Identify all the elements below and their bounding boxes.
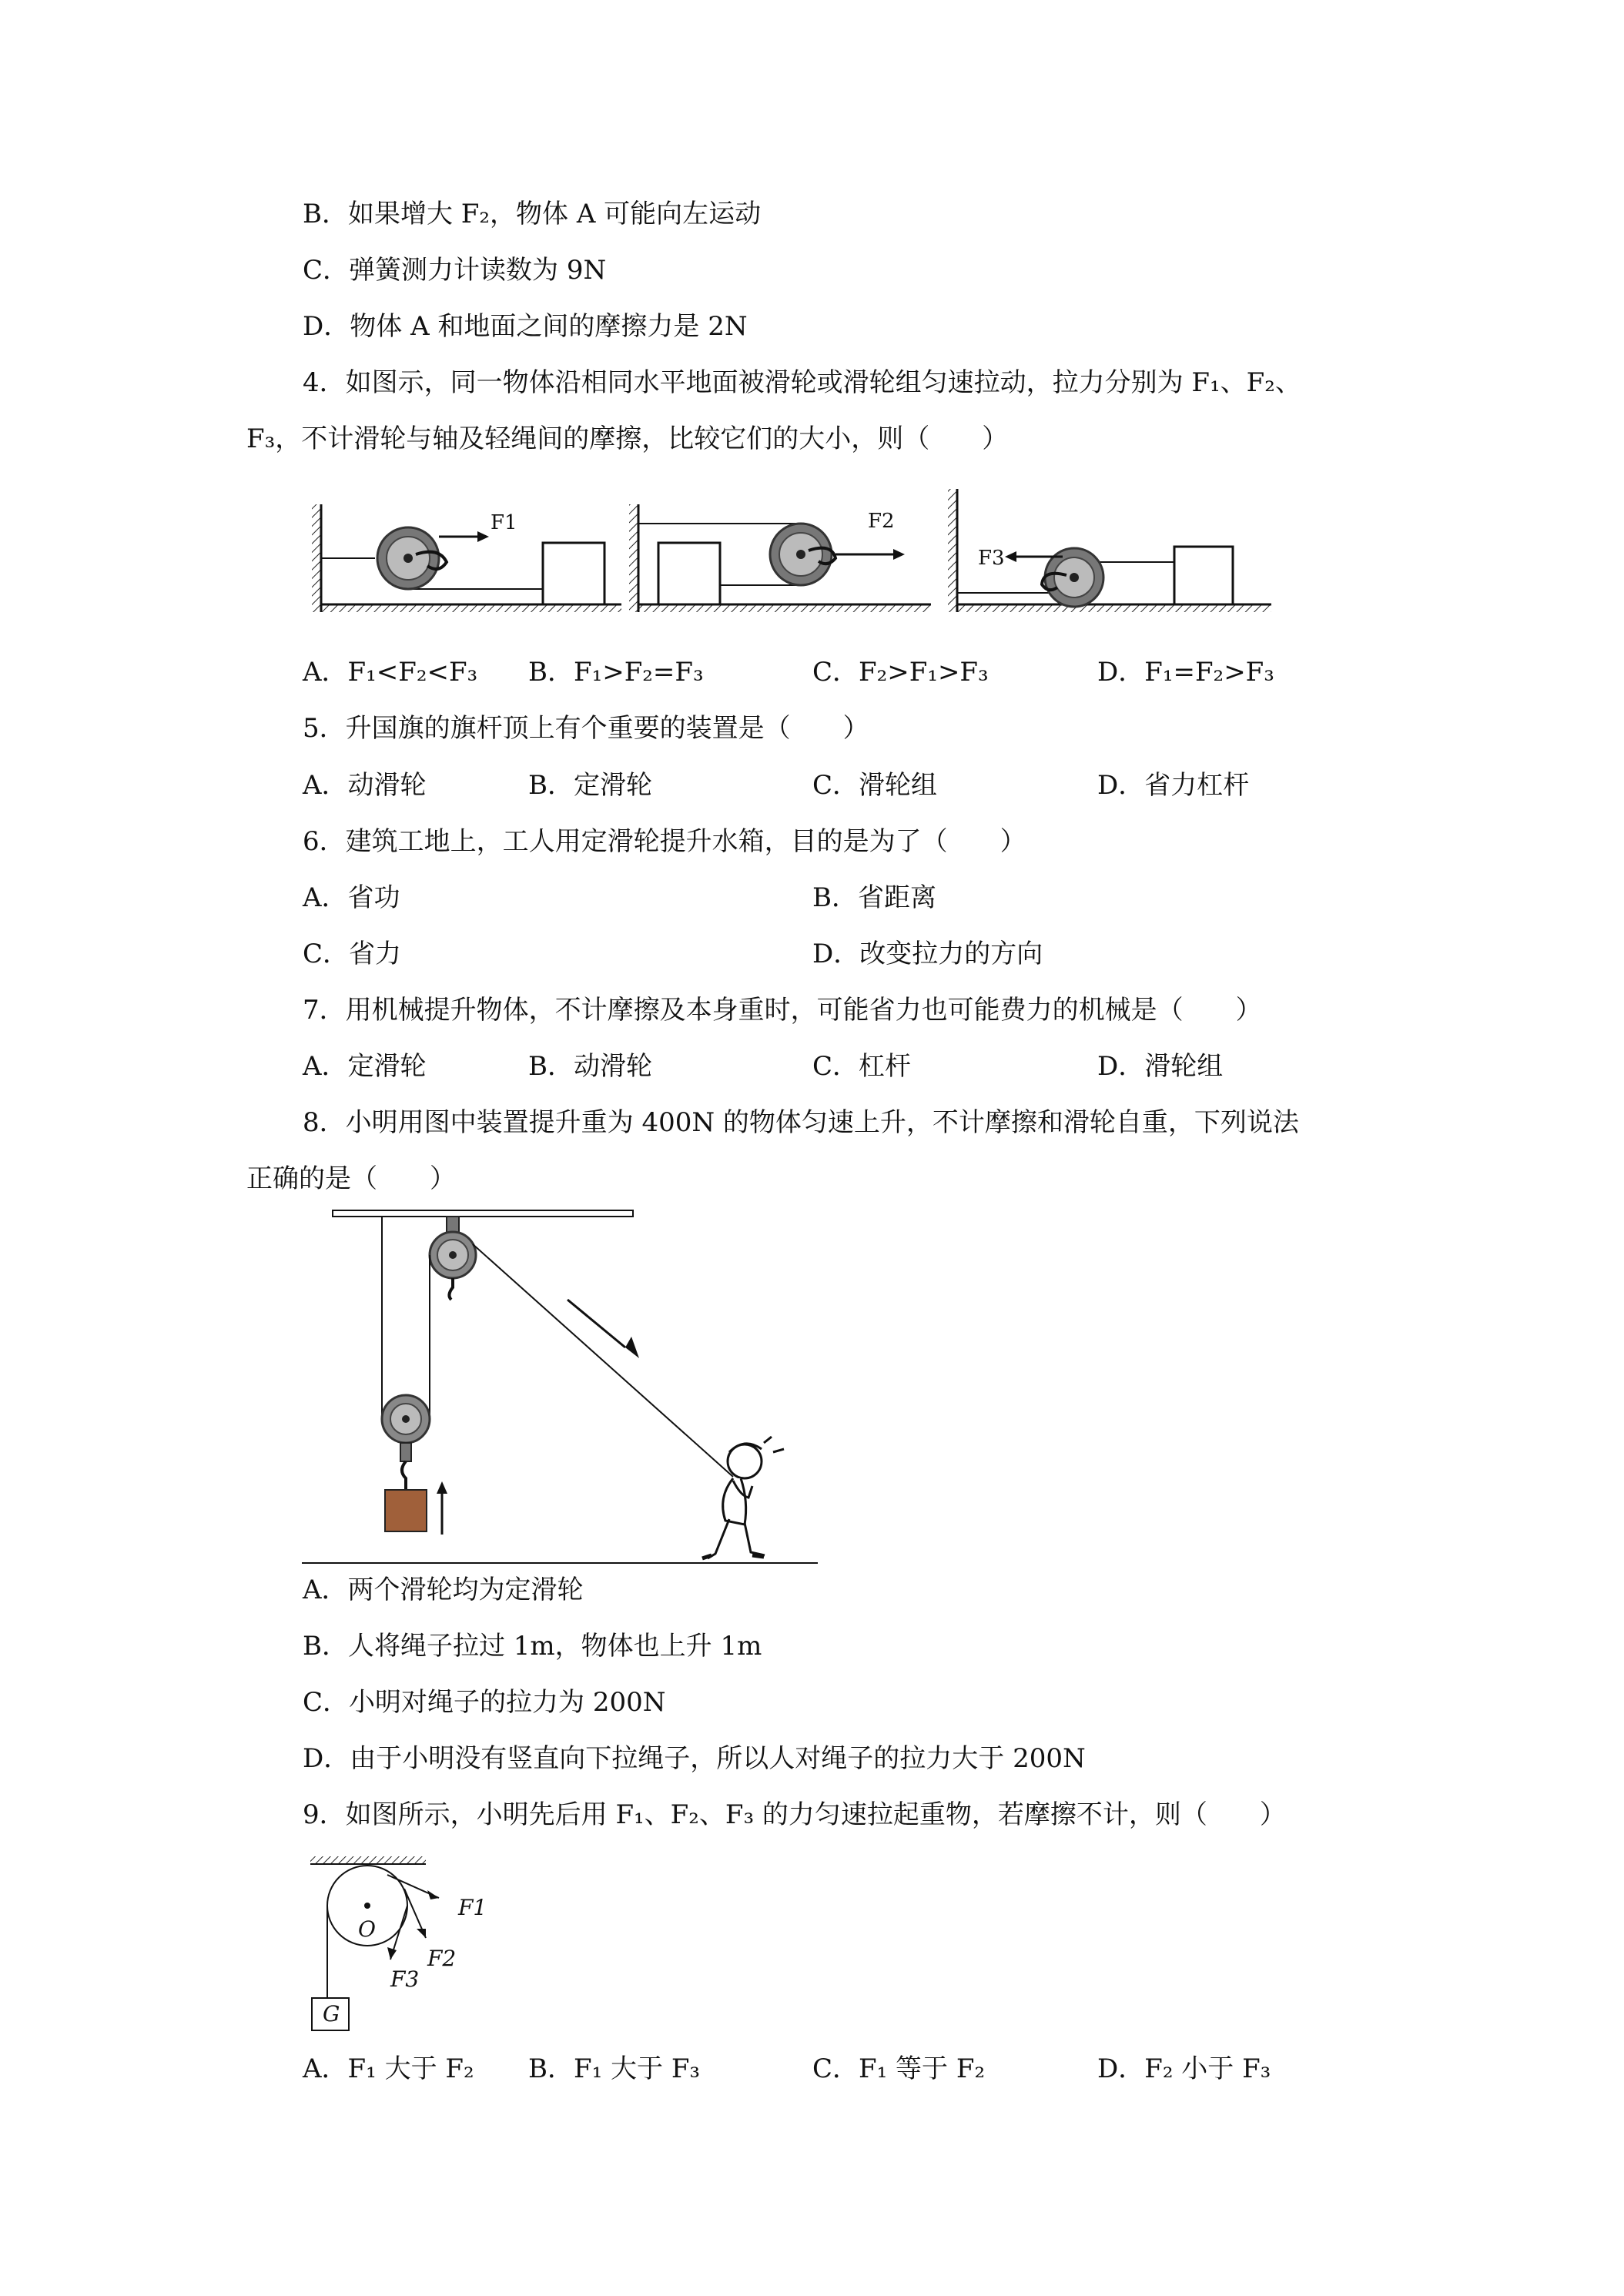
q9-label-g: G: [323, 2001, 340, 2027]
q5-option-a: A．动滑轮: [303, 770, 427, 801]
q8-stem-line1: 8．小明用图中装置提升重为 400N 的物体匀速上升，不计摩擦和滑轮自重，下列说法: [303, 1107, 1299, 1138]
q6-option-c: C．省力: [303, 939, 402, 969]
q4-panel-3: [948, 489, 1271, 612]
q9-option-a: A．F₁ 大于 F₂: [303, 2053, 474, 2084]
q9-label-o: O: [358, 1916, 376, 1942]
q8-option-b: B．人将绳子拉过 1m，物体也上升 1m: [303, 1631, 762, 1662]
q7-stem: 7．用机械提升物体，不计摩擦及本身重时，可能省力也可能费力的机械是（ ）: [303, 995, 1262, 1026]
q9-option-c: C．F₁ 等于 F₂: [812, 2053, 986, 2084]
q7-option-d: D．滑轮组: [1097, 1051, 1224, 1082]
q9-option-d: D．F₂ 小于 F₃: [1097, 2053, 1271, 2084]
q4-option-d: D．F₁=F₂>F₃: [1097, 657, 1274, 688]
q4-option-c: C．F₂>F₁>F₃: [812, 657, 989, 688]
q4-label-f1: F1: [491, 511, 517, 534]
q4-label-f3: F3: [978, 547, 1005, 570]
q9-label-f3: F3: [390, 1966, 420, 1992]
q3-option-d: D．物体 A 和地面之间的摩擦力是 2N: [303, 311, 748, 342]
q8-option-d: D．由于小明没有竖直向下拉绳子，所以人对绳子的拉力大于 200N: [303, 1743, 1086, 1774]
q9-stem: 9．如图所示，小明先后用 F₁、F₂、F₃ 的力匀速拉起重物，若摩擦不计，则（ ）: [303, 1799, 1286, 1830]
q4-label-f2: F2: [868, 510, 895, 533]
q7-option-a: A．定滑轮: [303, 1051, 427, 1082]
q5-stem: 5．升国旗的旗杆顶上有个重要的装置是（ ）: [303, 713, 869, 744]
q4-figure: [304, 481, 1274, 620]
q8-option-c: C．小明对绳子的拉力为 200N: [303, 1687, 666, 1718]
q5-option-d: D．省力杠杆: [1097, 770, 1250, 801]
q6-option-a: A．省功: [303, 882, 400, 913]
q8-stem-line2: 正确的是（ ）: [246, 1163, 456, 1194]
q6-option-b: B．省距离: [812, 882, 936, 913]
q7-option-b: B．动滑轮: [528, 1051, 652, 1082]
q5-option-b: B．定滑轮: [528, 770, 652, 801]
q3-option-c: C．弹簧测力计读数为 9N: [303, 255, 607, 286]
q6-stem: 6．建筑工地上，工人用定滑轮提升水箱，目的是为了（ ）: [303, 826, 1026, 857]
q9-label-f2: F2: [427, 1946, 457, 1971]
q8-figure: [302, 1207, 825, 1569]
q4-stem-line2: F₃，不计滑轮与轴及轻绳间的摩擦，比较它们的大小，则（ ）: [246, 423, 1009, 454]
q9-label-f1: F1: [458, 1895, 487, 1920]
boy-figure: [702, 1437, 784, 1558]
q9-option-b: B．F₁ 大于 F₃: [528, 2053, 701, 2084]
q8-option-a: A．两个滑轮均为定滑轮: [303, 1575, 584, 1605]
q7-option-c: C．杠杆: [812, 1051, 912, 1082]
q4-panel-2: [629, 504, 931, 612]
q4-option-b: B．F₁>F₂=F₃: [528, 657, 704, 688]
q4-panel-1: [312, 504, 621, 612]
q9-figure: [304, 1852, 504, 2037]
q5-option-c: C．滑轮组: [812, 770, 938, 801]
q4-option-a: A．F₁<F₂<F₃: [303, 657, 478, 688]
q3-option-b: B．如果增大 F₂，物体 A 可能向左运动: [303, 199, 762, 229]
q6-option-d: D．改变拉力的方向: [812, 939, 1043, 969]
q4-stem-line1: 4．如图示，同一物体沿相同水平地面被滑轮或滑轮组匀速拉动，拉力分别为 F₁、F₂、: [303, 367, 1301, 398]
